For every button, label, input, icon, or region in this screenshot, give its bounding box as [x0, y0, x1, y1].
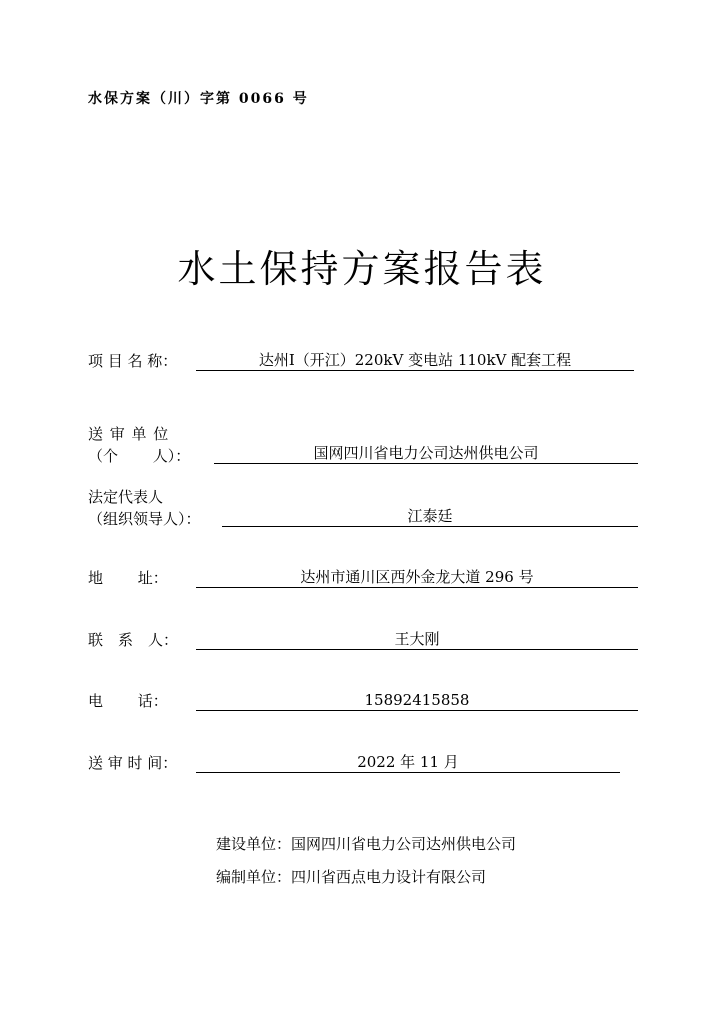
address-value: 达州市通川区西外金龙大道 296 号: [196, 567, 638, 588]
legal-rep-label-line2: （组织领导人）：: [88, 510, 201, 528]
field-project-name: [88, 350, 648, 374]
field-submitter: [88, 423, 648, 467]
legal-rep-label-line1: 法定代表人: [88, 488, 164, 506]
field-submit-time: [88, 752, 648, 776]
document-number: 水保方案（川）字第 0066 号: [88, 91, 309, 107]
address-label: 地 址：: [88, 569, 168, 587]
field-contact: [88, 629, 648, 653]
phone-value: 15892415858: [196, 690, 638, 711]
submit-time-label: 送 审 时 间：: [88, 754, 178, 772]
phone-label: 电 话：: [88, 692, 168, 710]
project-name-label: 项 目 名 称：: [88, 352, 178, 370]
field-address: [88, 567, 648, 591]
contact-label: 联 系 人：: [88, 631, 179, 649]
compiling-unit: 编制单位：四川省西点电力设计有限公司: [216, 868, 487, 886]
page-title: 水土保持方案报告表: [177, 247, 547, 291]
project-name-value: 达州Ⅰ（开江）220kV 变电站 110kV 配套工程: [196, 350, 634, 371]
submitter-value: 国网四川省电力公司达州供电公司: [214, 443, 638, 464]
submitter-label-line1: 送 审 单 位: [88, 425, 170, 443]
submit-time-value: 2022 年 11 月: [196, 752, 620, 773]
field-legal-rep: [88, 486, 648, 530]
field-phone: [88, 690, 648, 714]
legal-rep-value: 江泰廷: [222, 506, 638, 527]
contact-value: 王大刚: [196, 629, 638, 650]
construction-unit: 建设单位：国网四川省电力公司达州供电公司: [216, 835, 517, 853]
submitter-label-line2: （个 人）：: [88, 447, 191, 465]
